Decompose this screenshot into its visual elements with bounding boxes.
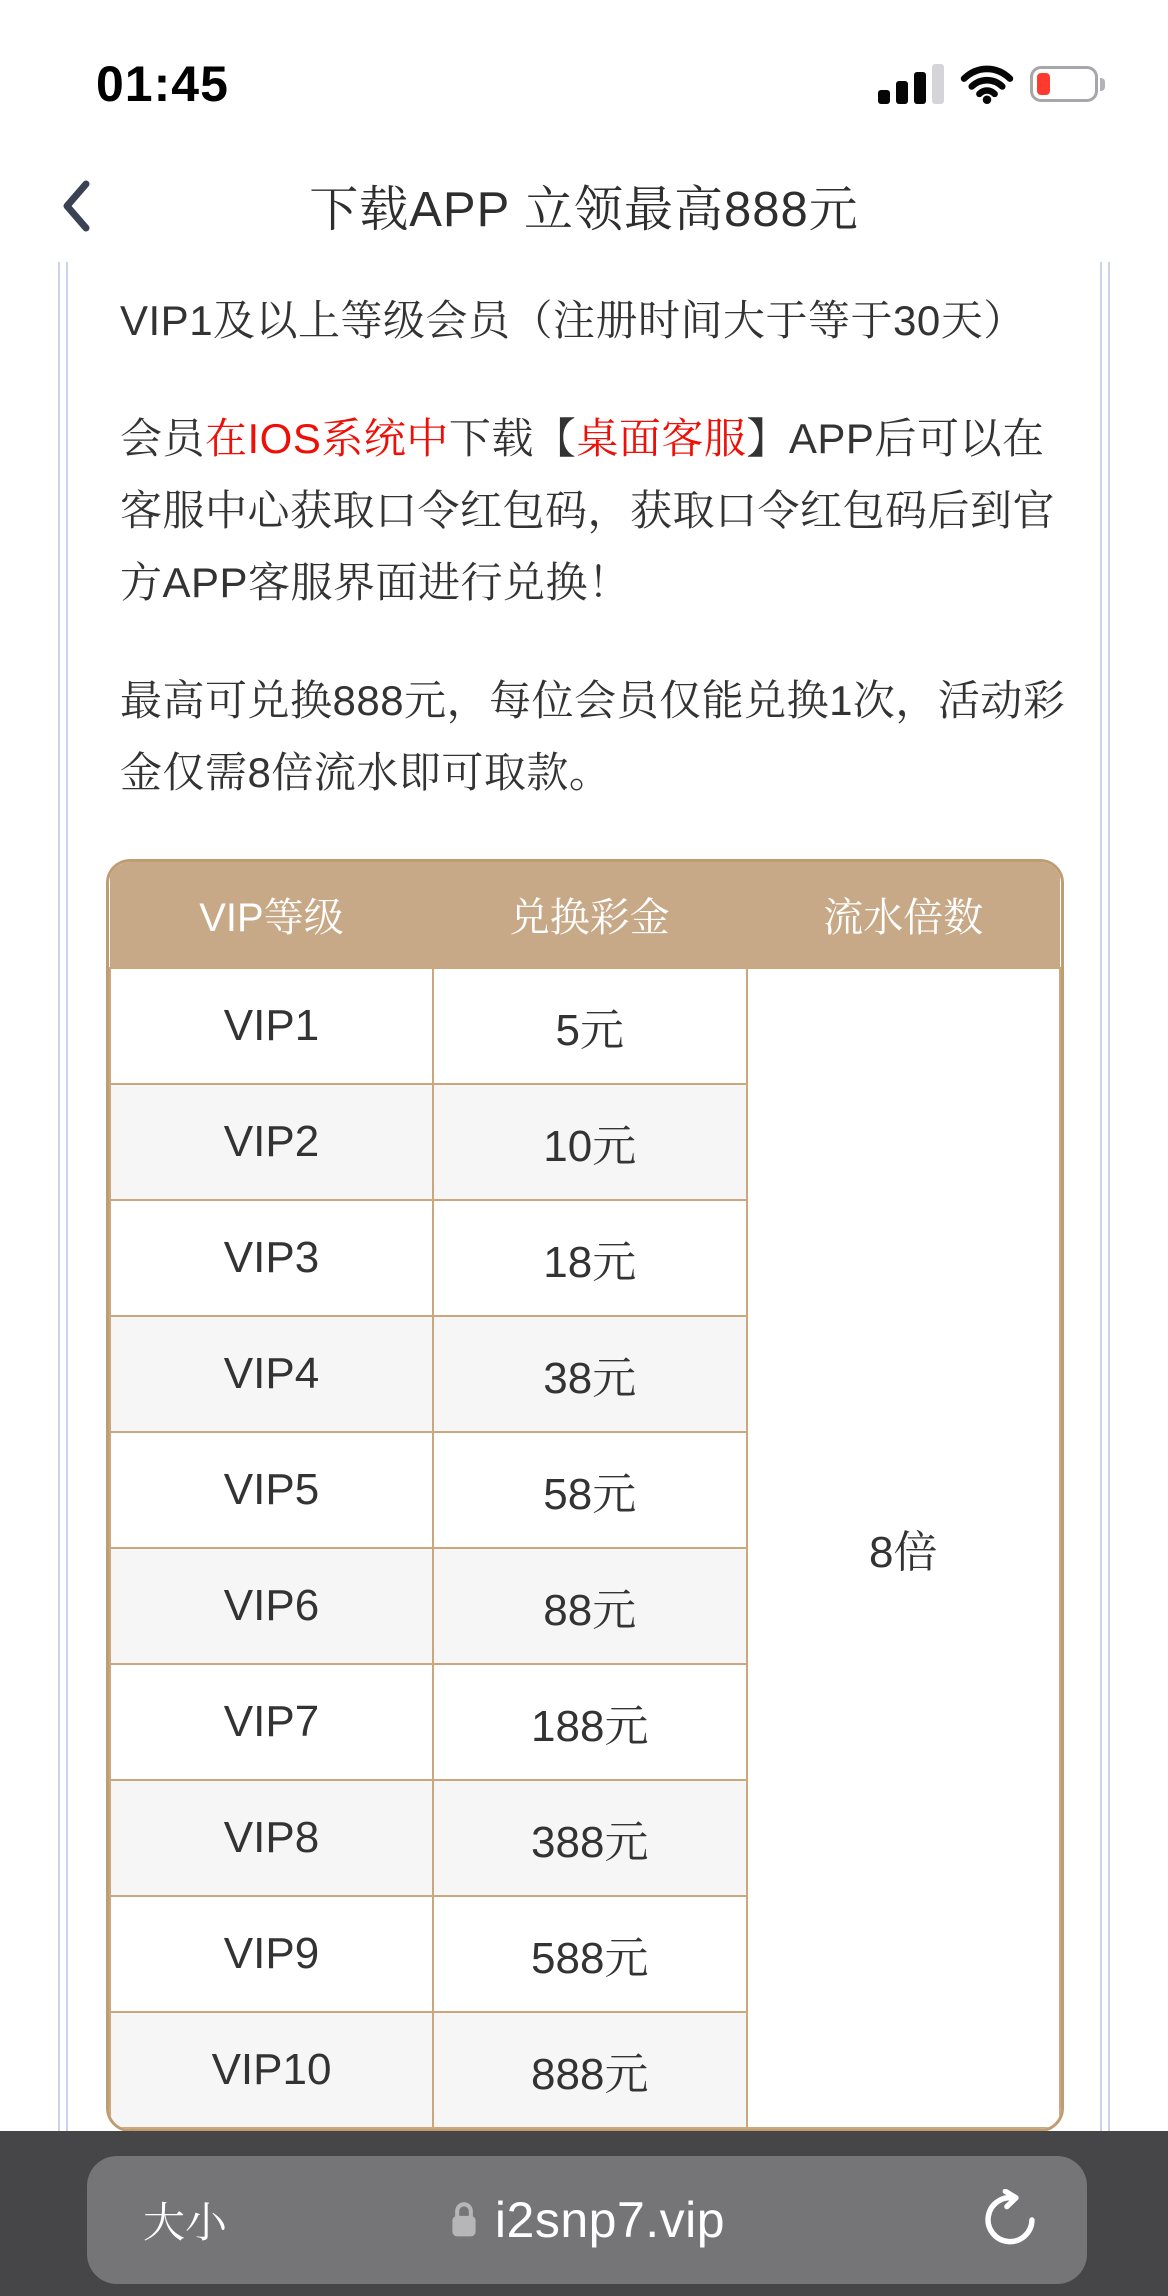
vip-level-cell: VIP5 <box>110 1432 433 1548</box>
page-title: 下载APP 立领最高888元 <box>309 183 859 237</box>
bonus-cell: 588元 <box>433 1896 747 2012</box>
status-icons <box>878 63 1110 105</box>
instructions-paragraph <box>120 403 1068 619</box>
bonus-cell: 5元 <box>433 968 747 1084</box>
reward-paragraph <box>120 665 1068 809</box>
signal-bar-empty <box>932 64 944 104</box>
battery-charge-low <box>1037 73 1050 95</box>
bonus-cell: 888元 <box>433 2012 747 2128</box>
eligibility-text: VIP1及以上等级会员（注册时间大于等于30天） <box>120 297 1026 344</box>
wifi-icon <box>960 63 1014 105</box>
vip-level-cell: VIP2 <box>110 1084 433 1200</box>
reload-button[interactable] <box>979 2156 1041 2284</box>
bonus-cell: 188元 <box>433 1664 747 1780</box>
vip-level-cell: VIP3 <box>110 1200 433 1316</box>
column-header-bonus: 兑换彩金 <box>433 862 747 968</box>
cellular-signal-icon <box>878 64 944 104</box>
battery-nub <box>1100 78 1105 91</box>
vip-level-cell: VIP10 <box>110 2012 433 2128</box>
bonus-cell: 58元 <box>433 1432 747 1548</box>
instructions-text: 】APP后可以在客服中心获取口令红包码，获取口令红包码后到官方APP客服界面进行兑换！ <box>120 415 1056 606</box>
reward-text: 最高可兑换888元，每位会员仅能兑换1次，活动彩金仅需8倍流水即可取款。 <box>120 677 1066 796</box>
instructions-highlight-ios: 在IOS系统中 <box>205 415 449 462</box>
table-header-row <box>110 862 1060 968</box>
battery-icon <box>1030 65 1110 103</box>
lock-icon <box>449 2199 479 2241</box>
address-bar-center[interactable] <box>449 2191 725 2249</box>
back-button[interactable] <box>46 168 106 244</box>
content-right-border <box>1108 262 1110 2131</box>
signal-bar <box>878 90 890 104</box>
column-header-turnover: 流水倍数 <box>747 862 1061 968</box>
vip-level-cell: VIP7 <box>110 1664 433 1780</box>
signal-bar <box>896 81 908 104</box>
browser-bottom-toolbar <box>0 2131 1168 2296</box>
content-left-border <box>58 262 60 2131</box>
bonus-cell: 388元 <box>433 1780 747 1896</box>
bonus-cell: 10元 <box>433 1084 747 1200</box>
vip-level-cell: VIP4 <box>110 1316 433 1432</box>
instructions-text: 会员 <box>120 415 206 462</box>
chevron-left-icon <box>61 180 91 232</box>
vip-level-cell: VIP9 <box>110 1896 433 2012</box>
url-domain: i2snp7.vip <box>494 2192 726 2248</box>
content-right-scrollbar[interactable] <box>1100 262 1102 2131</box>
address-bar[interactable] <box>87 2156 1087 2284</box>
bonus-cell: 38元 <box>433 1316 747 1432</box>
battery-shell <box>1030 66 1098 102</box>
bonus-cell: 18元 <box>433 1200 747 1316</box>
instructions-text: 下载【 <box>448 415 577 462</box>
turnover-merged-cell: 8倍 <box>747 968 1061 2128</box>
status-bar <box>0 0 1168 150</box>
bonus-cell: 88元 <box>433 1548 747 1664</box>
signal-bar <box>914 72 926 104</box>
eligibility-paragraph <box>120 285 1068 357</box>
table-row <box>110 968 1060 1084</box>
reload-icon <box>979 2189 1041 2251</box>
vip-reward-table <box>106 859 1064 2132</box>
vip-level-cell: VIP8 <box>110 1780 433 1896</box>
status-time: 01:45 <box>96 56 229 112</box>
instructions-highlight-app: 桌面客服 <box>576 415 747 462</box>
nav-header <box>0 150 1168 262</box>
vip-level-cell: VIP6 <box>110 1548 433 1664</box>
text-size-button[interactable]: 大小 <box>143 2199 228 2246</box>
vip-level-cell: VIP1 <box>110 968 433 1084</box>
activity-content <box>68 262 1098 2131</box>
column-header-vip-level: VIP等级 <box>110 862 433 968</box>
